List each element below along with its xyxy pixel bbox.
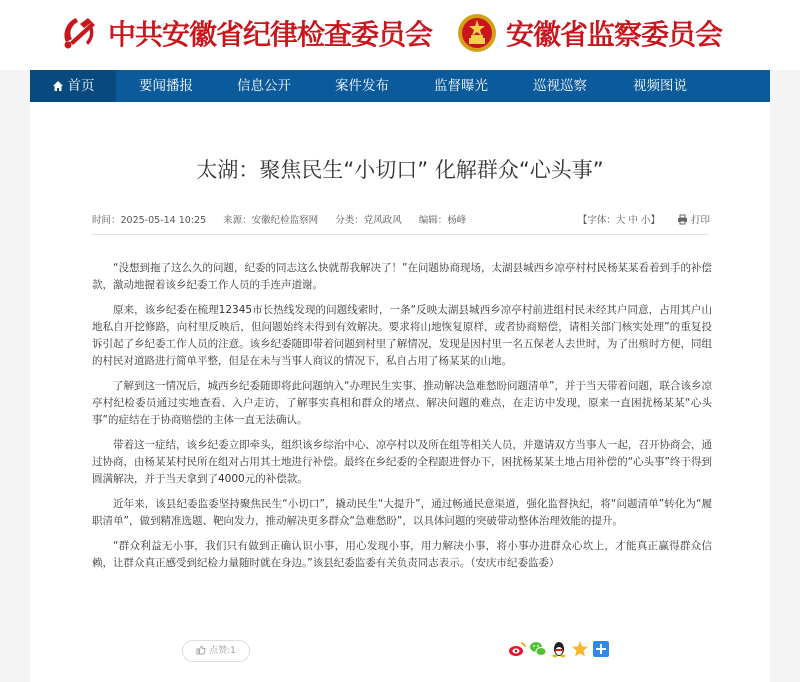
- brand-title-right: 安徽省监察委员会: [506, 18, 723, 51]
- nav-item-news[interactable]: 要闻播报: [139, 78, 193, 94]
- meta-divider: [92, 234, 708, 235]
- nav-item-cases[interactable]: 案件发布: [335, 78, 389, 94]
- print-button[interactable]: [677, 215, 710, 226]
- meta-source: 来源：安徽纪检监察网: [223, 215, 319, 226]
- article-meta: [92, 212, 480, 226]
- meta-editor: 编辑：杨峰: [418, 215, 467, 226]
- party-emblem-icon: [58, 12, 100, 54]
- nav-item-exposure[interactable]: 监督曝光: [434, 78, 488, 94]
- font-size-small[interactable]: 小: [640, 215, 651, 226]
- nav-item-info[interactable]: 信息公开: [237, 78, 291, 94]
- home-icon: [52, 80, 64, 92]
- nav-item-label: 首页: [67, 78, 95, 94]
- paragraph: 原来，该乡纪委在梳理12345市长热线发现的问题线索时，一条“反映太湖县城西乡凉亭村前进组村民未经其户同意，占用其户山地私自开挖修路，向村里反映后，但问题始终未得到有效解决。要求将山地恢复原样，或者协商赔偿，请相关部门核实处理”的重复投诉引起了乡纪委工作人员的注意。该乡纪委随即带着问题到村里了解情况，发现是因村里一名五保老人去世时，为了出殡时方便，同组的村民对道路进行简单平整，但是在未与当事人商议的情况下，私自占用了杨某某的山地。: [92, 304, 712, 367]
- meta-category: 分类：党风政风: [335, 215, 402, 226]
- paragraph: 带着这一症结，该乡纪委立即牵头，组织该乡综治中心、凉亭村以及所在组等相关人员，并邀请双方当事人一起，召开协商会，通过协商，由杨某某村民所在组对占用其土地进行补偿。最终在乡纪委的全程跟进督办下，困扰杨某某土地占用补偿的“心头事”终于得到圆满解决，并于当天拿到了4000元的补偿款。: [92, 439, 712, 485]
- font-size-large[interactable]: 大: [615, 215, 626, 226]
- more-share-icon[interactable]: [592, 640, 610, 658]
- article-tools: [578, 212, 710, 226]
- weibo-icon[interactable]: [508, 640, 526, 658]
- font-size-medium[interactable]: 中: [628, 215, 638, 226]
- article-body: [92, 260, 712, 580]
- paragraph: 近年来，该县纪委监委坚持聚焦民生“小切口”，撬动民生“大提升”，通过畅通民意渠道，强化监督执纪，将“问题清单”转化为“履职清单”，做到精准选题、靶向发力，推动解决更多群众“急难愁盼”，以具体问题的突破带动整体治理效能的提升。: [92, 498, 712, 527]
- site-header: [0, 0, 800, 70]
- brand-supervision[interactable]: [456, 12, 722, 54]
- meta-time: 时间：2025-05-14 10:25: [92, 215, 207, 226]
- article-container: [30, 102, 770, 682]
- nav-item-video[interactable]: 视频图说: [633, 78, 687, 94]
- paragraph: 了解到这一情况后，城西乡纪委随即将此问题纳入“办理民生实事、推动解决急难愁盼问题清单”，并于当天带着问题，联合该乡凉亭村纪检委员通过实地查看、入户走访，了解事实真相和群众的堵点、解决问题的难点，在走访中发现，原来一直困扰杨某某“心头事”的症结在于协商赔偿的主体一直无法确认。: [92, 380, 712, 426]
- brand-title-left: 中共安徽省纪律检查委员会: [108, 18, 433, 51]
- share-bar: [508, 640, 613, 658]
- font-size-label: 【字体：: [577, 215, 616, 226]
- print-label: 打印: [690, 215, 710, 226]
- nav-item-home[interactable]: [30, 70, 116, 102]
- printer-icon: [677, 214, 688, 225]
- qq-icon[interactable]: [550, 640, 568, 658]
- paragraph: “群众利益无小事，我们只有做到正确认识小事，用心发现小事，用力解决小事，将小事办进群众心坎上，才能真正赢得群众信赖，让群众真正感受到纪检力量随时就在身边。”该县纪委监委有关负责同志表示。（安庆市纪委监委）: [92, 540, 712, 569]
- paragraph: “没想到拖了这么久的问题，纪委的同志这么快就帮我解决了！”在问题协商现场，太湖县城西乡凉亭村村民杨某某看着到手的补偿款，激动地握着该乡纪委工作人员的手连声道谢。: [92, 262, 712, 291]
- thumbs-up-icon: [196, 645, 206, 655]
- nav-item-inspection[interactable]: 巡视巡察: [533, 78, 587, 94]
- wechat-icon[interactable]: [529, 640, 547, 658]
- brand-ccdi[interactable]: [58, 12, 432, 54]
- national-emblem-icon: [456, 12, 498, 54]
- like-button[interactable]: [182, 640, 250, 662]
- article-title: 太湖：聚焦民生“小切口” 化解群众“心头事”: [196, 158, 604, 182]
- font-size-close: 】: [650, 215, 660, 226]
- main-nav: [30, 70, 770, 102]
- qzone-icon[interactable]: [571, 640, 589, 658]
- like-count: 点赞:1: [209, 646, 236, 656]
